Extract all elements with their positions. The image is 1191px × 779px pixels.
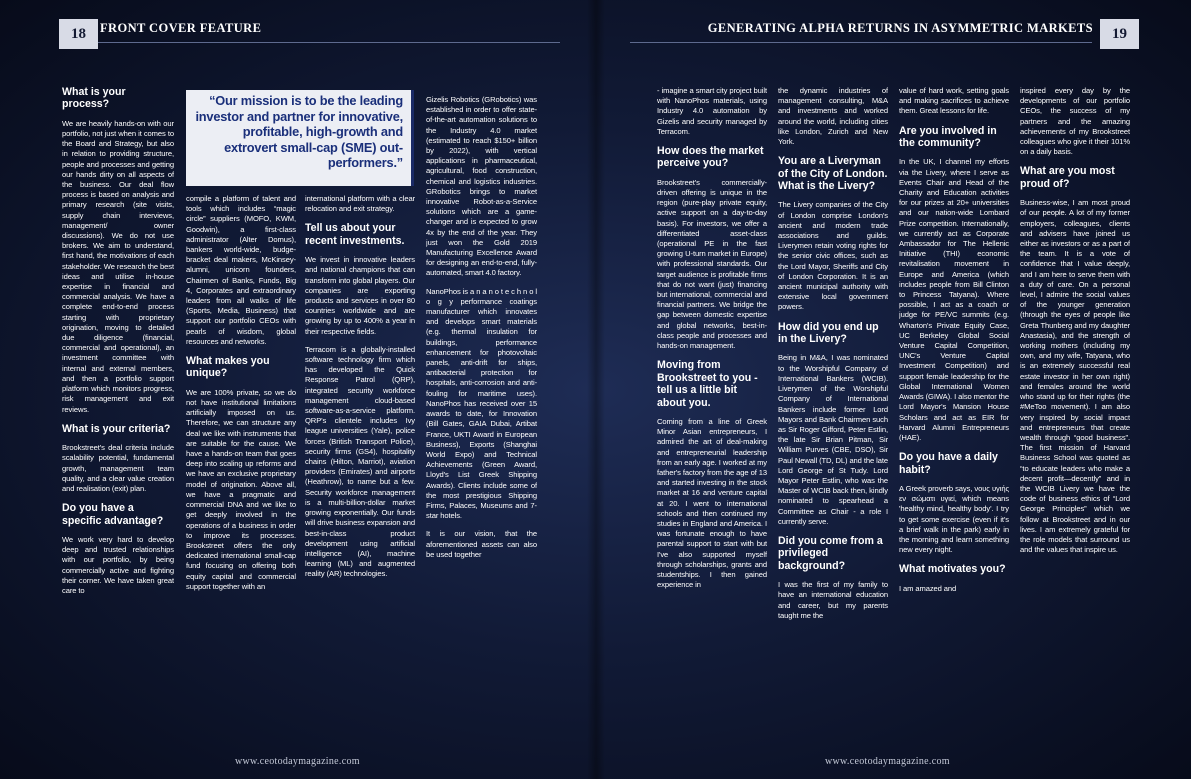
page-spine: [587, 0, 605, 779]
body-paragraph: Brookstreet's deal criteria include scalability potential, fundamental growth, management team quality, and a clear value creation and realisation (exit) plan.: [62, 443, 174, 493]
question-heading: What makes you unique?: [186, 355, 270, 380]
section-title-right: GENERATING ALPHA RETURNS IN ASYMMETRIC MARKETS: [707, 21, 1093, 35]
text-column-6: [778, 86, 888, 732]
footer-url-left: www.ceotodaymagazine.com: [235, 756, 360, 767]
page-number-left: 18: [59, 19, 98, 49]
question-heading: What is your process?: [62, 86, 126, 111]
body-paragraph: We are heavily hands-on with our portfolio, not just when it comes to the Board and Strategy, but also in relation to providing structure, people and processes and getting our hands dirty on all aspects of the business. Our deal flow process is based on analysis and primary research (site visits, supply chain interviews, management/ owner discussions). We do not use brokers. We aim to understand, first hand, the motivations of each stakeholder. We research the best ideas and utilise in-house expertise in financial and commercial analysis. We have a complete end-to-end process starting with proprietary origination, moving to detailed due diligence (financial, commercial and operational), an investment committee with internal and external members, and then a portfolio support platform which monitors progress, risk management and exit reviews.: [62, 118, 174, 414]
body-paragraph: inspired every day by the developments of our portfolio CEOs, the success of my partners and the amazing achievements of my Brookstreet colleagues who give it their 101% on a daily basis.: [1020, 86, 1130, 157]
body-paragraph: We are 100% private, so we do not have institutional limitations artificially imposed on us. Therefore, we can structure any deal we like with instruments that are suitable for the cause. We have a hands-on team that goes deep into scaling up reforms and we have an exclusive proprietary model of origination. Above all, we have a pragmatic and commercial DNA and we like to get deeply involved in the operations of a business in order to improve its processes. Brookstreet offers the only dedicated international small-cap fund focusing on offering both equity capital and commercial support together with an: [186, 387, 296, 591]
text-column-8: [1020, 86, 1130, 732]
body-paragraph: the dynamic industries of management consulting, M&A and investments and worked around the world, including cities like London, Zurich and New York.: [778, 86, 888, 147]
question-heading: How did you end up in the Livery?: [778, 320, 879, 346]
body-paragraph: NanoPhos is a n a n o t e c h n o l o g y performance coatings manufacturer which innovates and develops smart materials (e.g. thermal insulation for buildings, performance enhancement for photovoltaic panels, anti-drift for ships, antibacterial protection for hospitals, anti-corrosion and anti-fouling for maritime uses). NanoPhos has received over 15 awards to date, for Innovation (Bill Gates, GAIA Dubai, Artibat France, UKTI Award in European Business), Exports (Shanghai World Expo) and Technical Achievements (Green Award, Lloyd's List Greek Shipping Awards). Clients include some of the most prestigious Shipping Firms, Palaces, Museums and 7-star hotels.: [426, 286, 537, 521]
question-heading: What motivates you?: [899, 563, 1006, 576]
text-column-5: [657, 86, 767, 732]
question-heading: Are you involved in the community?: [899, 124, 997, 150]
text-column-4: [426, 95, 537, 732]
body-paragraph: Terracom is a globally-installed software technology firm which has developed the Quick Response Patrol (QRP), integrated security workforce management cloud-based software-as-a-service platform. QRP's clientele includes Ivy league universities (Yale), police forces (British Transport Police), security firms (GS4), hospitality chains (Hilton, Marriot), aviation providers (Emirates) and airports (Heathrow), to name but a few. Security workforce management is a multi-billion-dollar market growing exponentially. Our funds will drive business expansion and best-in-class product development using artificial intelligence (AI), machine learning (ML) and augmented reality (AR) technologies.: [305, 344, 415, 579]
body-paragraph: A Greek proverb says, νους υγιής εν σώματι υγιεί, which means 'healthy mind, healthy body'. I try to get some exercise (even if it's a brief walk in the park) early in the morning and learn something new every night.: [899, 483, 1009, 555]
body-paragraph: Business-wise, I am most proud of our people. A lot of my former employers, colleagues, clients and advisers have joined us either as investors or as a part of the team. It is a vote of confidence that I value deeply, and I am here to serve them with a duty of care. On a personal level, I admire the social values of the younger generation (through the eyes of people like Greta Thunberg and my daughter Anastasia), and the strength of working mothers (including my own, and my wife, Tatyana, who is an extremely successful real estate investor in her own right) and females around the world who stand up for their rights (the #MeToo movement). I am also very inspired by social impact and entrepreneurs that create wealth through “good business”. The first mission of Harvard Business School was quoted as “to educate leaders who make a decent profit—decently” and in the WCIB Livery we have the code of business ethics of “Lord George Principles” which we follow at Brookstreet and in our lives. I am extremely grateful for the role models that surround us and the values that inspire us.: [1020, 198, 1130, 555]
body-paragraph: In the UK, I channel my efforts via the Livery, where I serve as Events Chair and Head of the Charity and Education activities for our prizes at 20+ universities and our nation-wide Lombard Prize competition. Internationally, we currently act as Corporate Ambassador for The Hellenic Initiative (THI) economic revitalisation movement in Europe and America (which includes people from Bill Clinton to Princess Tatyana). Where possible, I act as a coach or judge for PE/VC summits (e.g. Wharton's Private Equity Case, UC Berkeley Global Social Venture Capital Competition, UNC's Venture Capital Investment Competition) and support female leadership for the Global International Women Awards (GIWA). I also mentor the Lord Mayor's Mansion House Scholars and act as EIR for Harvard Alumni Entrepreneurs (HAE).: [899, 157, 1009, 442]
body-paragraph: We work very hard to develop deep and trusted relationships with our portfolio, by being commercially active and fighting their corner. We have taken great care to: [62, 534, 174, 595]
body-paragraph: - imagine a smart city project built with NanoPhos materials, using Industry 4.0 automation by Gizelis and security managed by Terracom.: [657, 86, 767, 136]
question-heading: Do you have a specific advantage?: [62, 502, 164, 527]
question-heading: How does the market perceive you?: [657, 145, 764, 170]
text-column-3: [305, 194, 415, 732]
question-heading: You are a Liveryman of the City of London. What is the Livery?: [778, 155, 888, 193]
question-heading: What is your criteria?: [62, 422, 171, 435]
body-paragraph: We invest in innovative leaders and national champions that can transform into global players. Our companies are exporting products and services in over 80 countries worldwide and are growing by up to 400% a year in their respective fields.: [305, 255, 415, 336]
question-heading: Tell us about your recent investments.: [305, 222, 405, 247]
footer-url-right: www.ceotodaymagazine.com: [825, 756, 950, 767]
body-paragraph: I am amazed and: [899, 583, 957, 593]
question-heading: Do you have a daily habit?: [899, 451, 998, 476]
body-paragraph: The Livery companies of the City of London comprise London's ancient and modern trade associations and guilds. Liverymen retain voting rights for the senior civic offices, such as the Lord Mayor, Sheriffs and City of London Corporation. It is an ancient municipal authority with extensive local government powers.: [778, 200, 888, 312]
body-paragraph: I was the first of my family to have an international education and career, but my parents taught me the: [778, 580, 888, 620]
body-paragraph: Being in M&A, I was nominated to the Worshipful Company of International Bankers (WCIB). Liverymen of the Worshipful Company of International Bankers include former Lord Mayors and Bank Chairmen such as Sir Roger Gifford, Peter Estlin, the late Sir Brian Pitman, Sir William Purves (CBE, DSO), Sir Paul Newall (TD, DL) and the late Lord George of St Tudy. Lord Mayor Peter Estlin, who was the Master of WCIB back then, kindly nominated to spearhead a Committee as Chair - a role I currently serve.: [778, 353, 888, 526]
header-rule-left: [98, 42, 560, 43]
body-paragraph: compile a platform of talent and tools which includes “magic circle” suppliers (MOFO, KWM, Goodwin), a first-class administrator (Alter Domus), bankers world-wide, budge-bracket deal makers, McKinsey-alumni, unicorn founders, Chairmen of Banks, Funds, Big 4, Corporates and extraordinary leaders from all walks of life (Sports, Media, Business) that support our portfolio CEOs with pearls of wisdom, global resources and networks.: [186, 194, 296, 346]
body-paragraph: Gizelis Robotics (GRobotics) was established in order to offer state-of-the-art automation solutions to the Industry 4.0 market (estimated to reach $150+ billion by 2022), with vertical applications in pharmaceutical, agricultural, food construction, chemical and logistics industries. GRobotics brings to market innovative Robot-as-a-Service solutions which are a game-changer and is expected to grow 4x by the end of the year. They just won the Gold 2019 Manufacturing Excellence Award for designing an end-to-end, fully-automated, smart 4.0 factory.: [426, 95, 537, 278]
header-rule-right: [630, 42, 1092, 43]
pull-quote: “Our mission is to be the leading investor and partner for innovative, profitable, high-growth and extrovert small-cap (SME) out-performers.”: [186, 90, 414, 186]
text-column-7: [899, 86, 1009, 732]
section-title-left: FRONT COVER FEATURE: [100, 21, 262, 35]
body-paragraph: international platform with a clear relocation and exit strategy.: [305, 194, 415, 214]
question-heading: What are you most proud of?: [1020, 165, 1115, 190]
text-column-1: [62, 86, 174, 732]
question-heading: Did you come from a privileged background?: [778, 534, 883, 572]
page-number-right: 19: [1100, 19, 1139, 49]
body-paragraph: It is our vision, that the aforementioned assets can also be used together: [426, 529, 537, 559]
body-paragraph: Brookstreet's commercially-driven offering is unique in the region (pure-play private equity, active support on a day-to-day basis). For investors, we offer a differentiated asset-class (operational PE in the fast growing U-turn market in Europe) with professional standards. Our target audience is profitable firms that do not want (just) financing but international, commercial and financial partners. We bridge the gap between domestic expertise and global networks, best-in-class people and processes and hands-on management.: [657, 177, 767, 351]
text-column-2: [186, 194, 296, 732]
body-paragraph: Coming from a line of Greek Minor Asian entrepreneurs, I admired the art of deal-making and entrepreneurial leadership from an early age. I worked at my father's factory from the age of 13 and started investing in the stock market at 16 and venture capital at 20. I went to international schools and then continued my studies in England and America. I was fortunate enough to have parental support to start with but I've also supported myself through scholarships, grants and studentships. I then gained experience in: [657, 416, 767, 590]
body-paragraph: value of hard work, setting goals and making sacrifices to achieve them. Great lessons for life.: [899, 86, 1009, 116]
question-heading: Moving from Brookstreet to you - tell us a little bit about you.: [657, 359, 758, 409]
